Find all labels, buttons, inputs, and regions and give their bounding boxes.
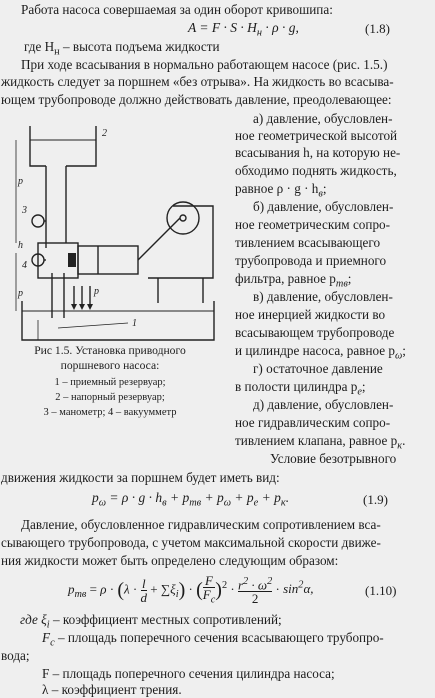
text-line: λ – коэффициент трения. (42, 682, 182, 697)
text-line: фильтра, равное $p_{тв}$; (235, 271, 352, 290)
text-line: и цилиндре насоса, равное $p_\omega$; (235, 343, 406, 362)
text-line: где $\xi_i$ – коэффициент местных сопротивлений; (20, 612, 282, 631)
figure-caption: 1 – приемный резервуар; (54, 377, 166, 388)
equation-1-9: $p_\omega = \rho \cdot g \cdot h_в + p_{тв} + p_\omega + p_е + p_к$. (92, 490, 290, 509)
figure-label: p (18, 176, 23, 187)
figure-label: 2 (102, 128, 107, 139)
text-line: Давление, обусловленное гидравлическим сопротивлением вса- (21, 517, 381, 532)
text-line: Условие безотрывного (270, 451, 397, 466)
figure-label: p (18, 288, 23, 299)
text-line: жидкость следует за поршнем «без отрыва». На жидкость во всасыва- (1, 74, 394, 89)
text-line: а) давление, обусловлен- (253, 111, 393, 126)
text-line: б) давление, обусловлен- (253, 199, 394, 214)
figure-label: 4 (22, 260, 27, 271)
figure-label: p (94, 286, 99, 297)
text-line: Работа насоса совершаемая за один оборот кривошипа: (21, 2, 333, 17)
text-line: $F_с$ – площадь поперечного сечения всасывающего трубопро- (42, 630, 384, 649)
figure-caption: Рис 1.5. Установка приводного (34, 344, 186, 357)
text-line: обходимо поднять жидкость, (235, 163, 397, 178)
text-line: д) давление, обусловлен- (253, 397, 394, 412)
figure-caption: 2 – напорный резервуар; (55, 392, 165, 403)
text-line: тивлением клапана, равное $p_к$. (235, 433, 406, 452)
text-line: движения жидкости за поршнем будет иметь вид: (1, 470, 280, 485)
figure-caption: поршневого насоса: (60, 359, 160, 372)
figure-label: 3 (22, 205, 27, 216)
text-line: равное $\rho \cdot g \cdot h_в$; (235, 181, 327, 200)
text-line: где $H_н$ – высота подъема жидкости (24, 39, 220, 58)
text-line: всасывания h, на которую не- (235, 145, 401, 160)
equation-1-10: $p_{тв} = \rho \cdot (\lambda$ · $\frac{l}{d}$ + $\sum\xi_i$) · ( $\frac{F}{F_с}$ )$^2$ · $\frac{r^2 \cdot \omega^2}{2}$ · $\sin^2\alpha$, (68, 573, 314, 607)
text-line: При ходе всасывания в нормально работающем насосе (рис. 1.5.) (21, 57, 388, 72)
text-line: в) давление, обусловлен- (253, 289, 393, 304)
text-line: F – площадь поперечного сечения цилиндра насоса; (42, 666, 335, 681)
text-line: ное геометрическим сопро- (235, 217, 391, 232)
text-line: трубопровода и приемного (235, 253, 387, 268)
text-line: ное инерцией жидкости во (235, 307, 386, 322)
equation-number: (1.8) (365, 21, 390, 36)
text-line: ное гидравлическим сопро- (235, 415, 391, 430)
text-line: в полости цилиндра $p_е$; (235, 379, 366, 398)
text-line: тивлением всасывающего (235, 235, 381, 250)
figure-caption: 3 – манометр; 4 – вакуумметр (43, 407, 177, 418)
text-line: г) остаточное давление (253, 361, 383, 376)
figure-label: h (18, 240, 23, 251)
text-line: ющем трубопроводе должно действовать давление, преодолевающее: (1, 92, 392, 107)
text-line: вода; (1, 648, 30, 663)
text-line: ное геометрической высотой (235, 128, 398, 143)
pump-installation-figure (8, 118, 230, 343)
equation-number: (1.10) (365, 583, 397, 598)
figure-label: 1 (132, 318, 137, 329)
text-line: всасывающем трубопроводе (235, 325, 395, 340)
equation-1-8: $A = F \cdot S \cdot H_н \cdot \rho \cdot g$, (188, 20, 299, 39)
text-line: сывающего трубопровода, с учетом максимальной скорости движе- (1, 535, 381, 550)
equation-number: (1.9) (363, 492, 388, 507)
text-line: ния жидкости может быть определено следующим образом: (1, 553, 339, 568)
